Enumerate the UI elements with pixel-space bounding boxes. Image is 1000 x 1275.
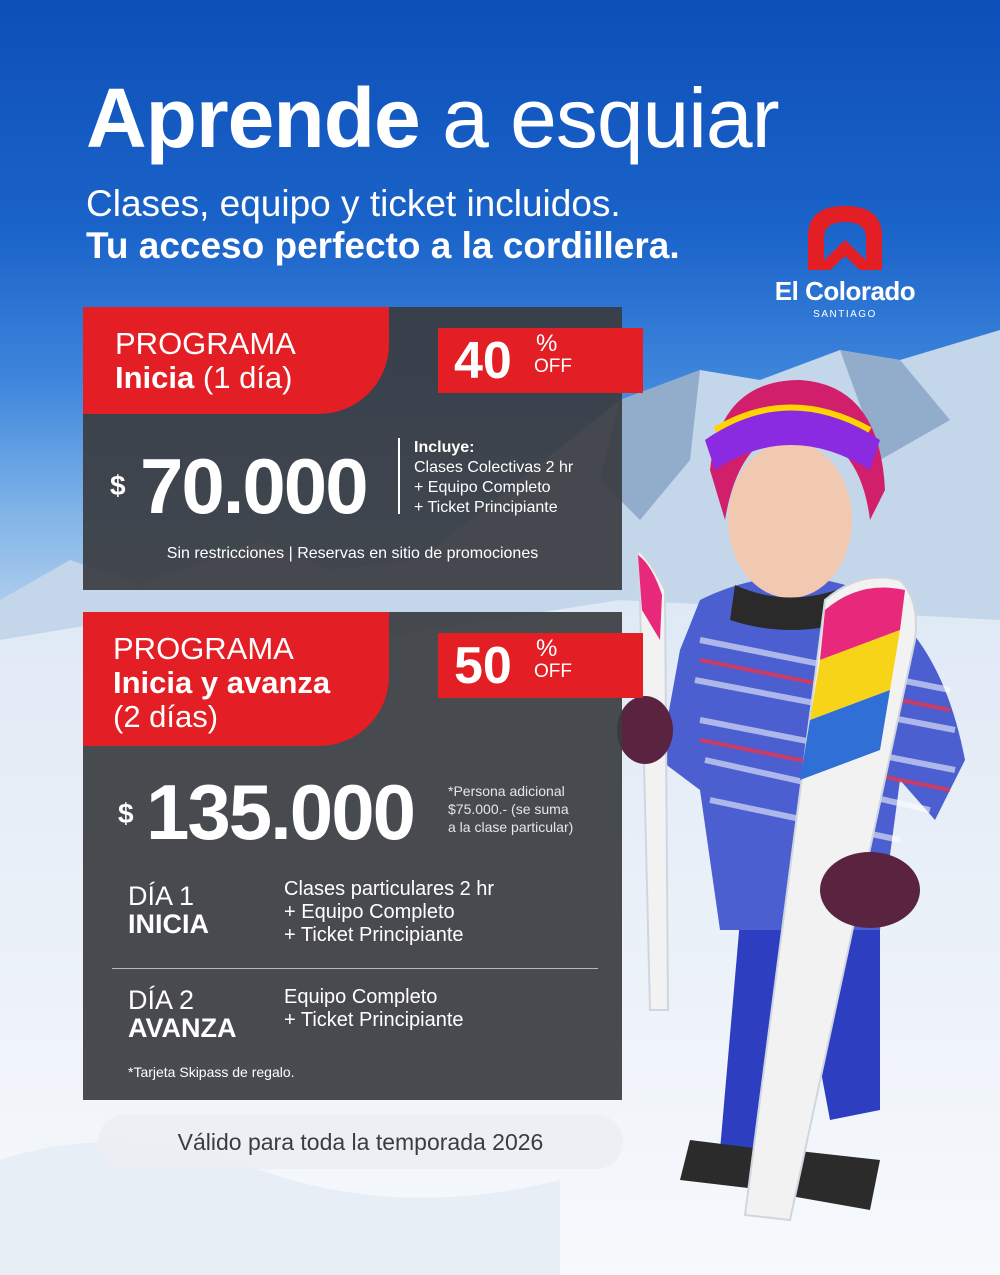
day1-description xyxy=(284,878,494,947)
program1-discount-badge xyxy=(438,328,643,393)
day2-desc-line: + Ticket Principiante xyxy=(284,1009,464,1031)
program1-divider xyxy=(398,438,400,514)
program2-discount-number: 50 xyxy=(454,637,512,695)
el-colorado-logo-icon xyxy=(800,198,890,278)
program1-includes xyxy=(414,438,573,518)
program1-include-item: + Ticket Principiante xyxy=(414,499,558,516)
program1-note: Sin restricciones | Reservas en sitio de promociones xyxy=(166,545,539,562)
program2-currency: $ xyxy=(118,798,134,829)
day1-number: DÍA 1 xyxy=(128,881,195,911)
day2-desc-line: Equipo Completo xyxy=(284,986,438,1008)
program1-include-item: Clases Colectivas 2 hr xyxy=(414,459,574,476)
program2-discount-badge xyxy=(438,633,643,698)
program1-discount-word: OFF xyxy=(534,356,572,377)
program2-extra-line: $75.000.- (se suma xyxy=(448,801,569,817)
subtitle-line1: Clases, equipo y ticket incluidos. xyxy=(86,183,621,224)
headline xyxy=(86,70,779,166)
day1-desc-line: + Ticket Principiante xyxy=(284,924,464,946)
program2-duration: (2 días) xyxy=(113,699,219,734)
program2-price: 135.000 xyxy=(146,768,414,856)
program2-discount-word: OFF xyxy=(534,661,572,682)
program2-title xyxy=(113,632,330,734)
day1-desc-line: + Equipo Completo xyxy=(284,901,455,923)
program1-name: Inicia xyxy=(115,360,195,395)
program1-duration: (1 día) xyxy=(202,360,293,395)
day1-name: INICIA xyxy=(128,909,209,939)
program1-label: PROGRAMA xyxy=(115,326,296,361)
day2-label xyxy=(128,986,237,1042)
headline-bold: Aprende xyxy=(86,71,420,165)
program2-label: PROGRAMA xyxy=(113,631,294,666)
headline-light: a esquiar xyxy=(442,71,779,165)
program2-discount-pct: % xyxy=(536,635,558,662)
validity-pill: Válido para toda la temporada 2026 xyxy=(98,1115,623,1169)
day2-name: AVANZA xyxy=(128,1013,237,1043)
program1-include-item: + Equipo Completo xyxy=(414,479,551,496)
program1-title xyxy=(115,327,296,395)
program2-extra-note xyxy=(448,782,573,836)
program1-currency: $ xyxy=(110,470,126,501)
program1-includes-title: Incluye: xyxy=(414,439,475,456)
program1-discount-pct: % xyxy=(536,330,558,357)
day-divider xyxy=(112,968,598,969)
day2-number: DÍA 2 xyxy=(128,985,195,1015)
day2-description xyxy=(284,986,464,1032)
day1-desc-line: Clases particulares 2 hr xyxy=(284,878,495,900)
program2-extra-line: *Persona adicional xyxy=(448,783,565,799)
program1-price: 70.000 xyxy=(140,442,367,530)
day1-label xyxy=(128,882,209,938)
program2-extra-line: a la clase particular) xyxy=(448,819,574,835)
program2-gift-note: *Tarjeta Skipass de regalo. xyxy=(128,1064,295,1080)
subtitle-line2: Tu acceso perfecto a la cordillera. xyxy=(86,225,680,266)
program1-discount-number: 40 xyxy=(454,332,512,390)
program2-name: Inicia y avanza xyxy=(113,665,331,700)
logo-sub: SANTIAGO xyxy=(813,309,877,320)
logo-name: El Colorado xyxy=(774,276,916,306)
